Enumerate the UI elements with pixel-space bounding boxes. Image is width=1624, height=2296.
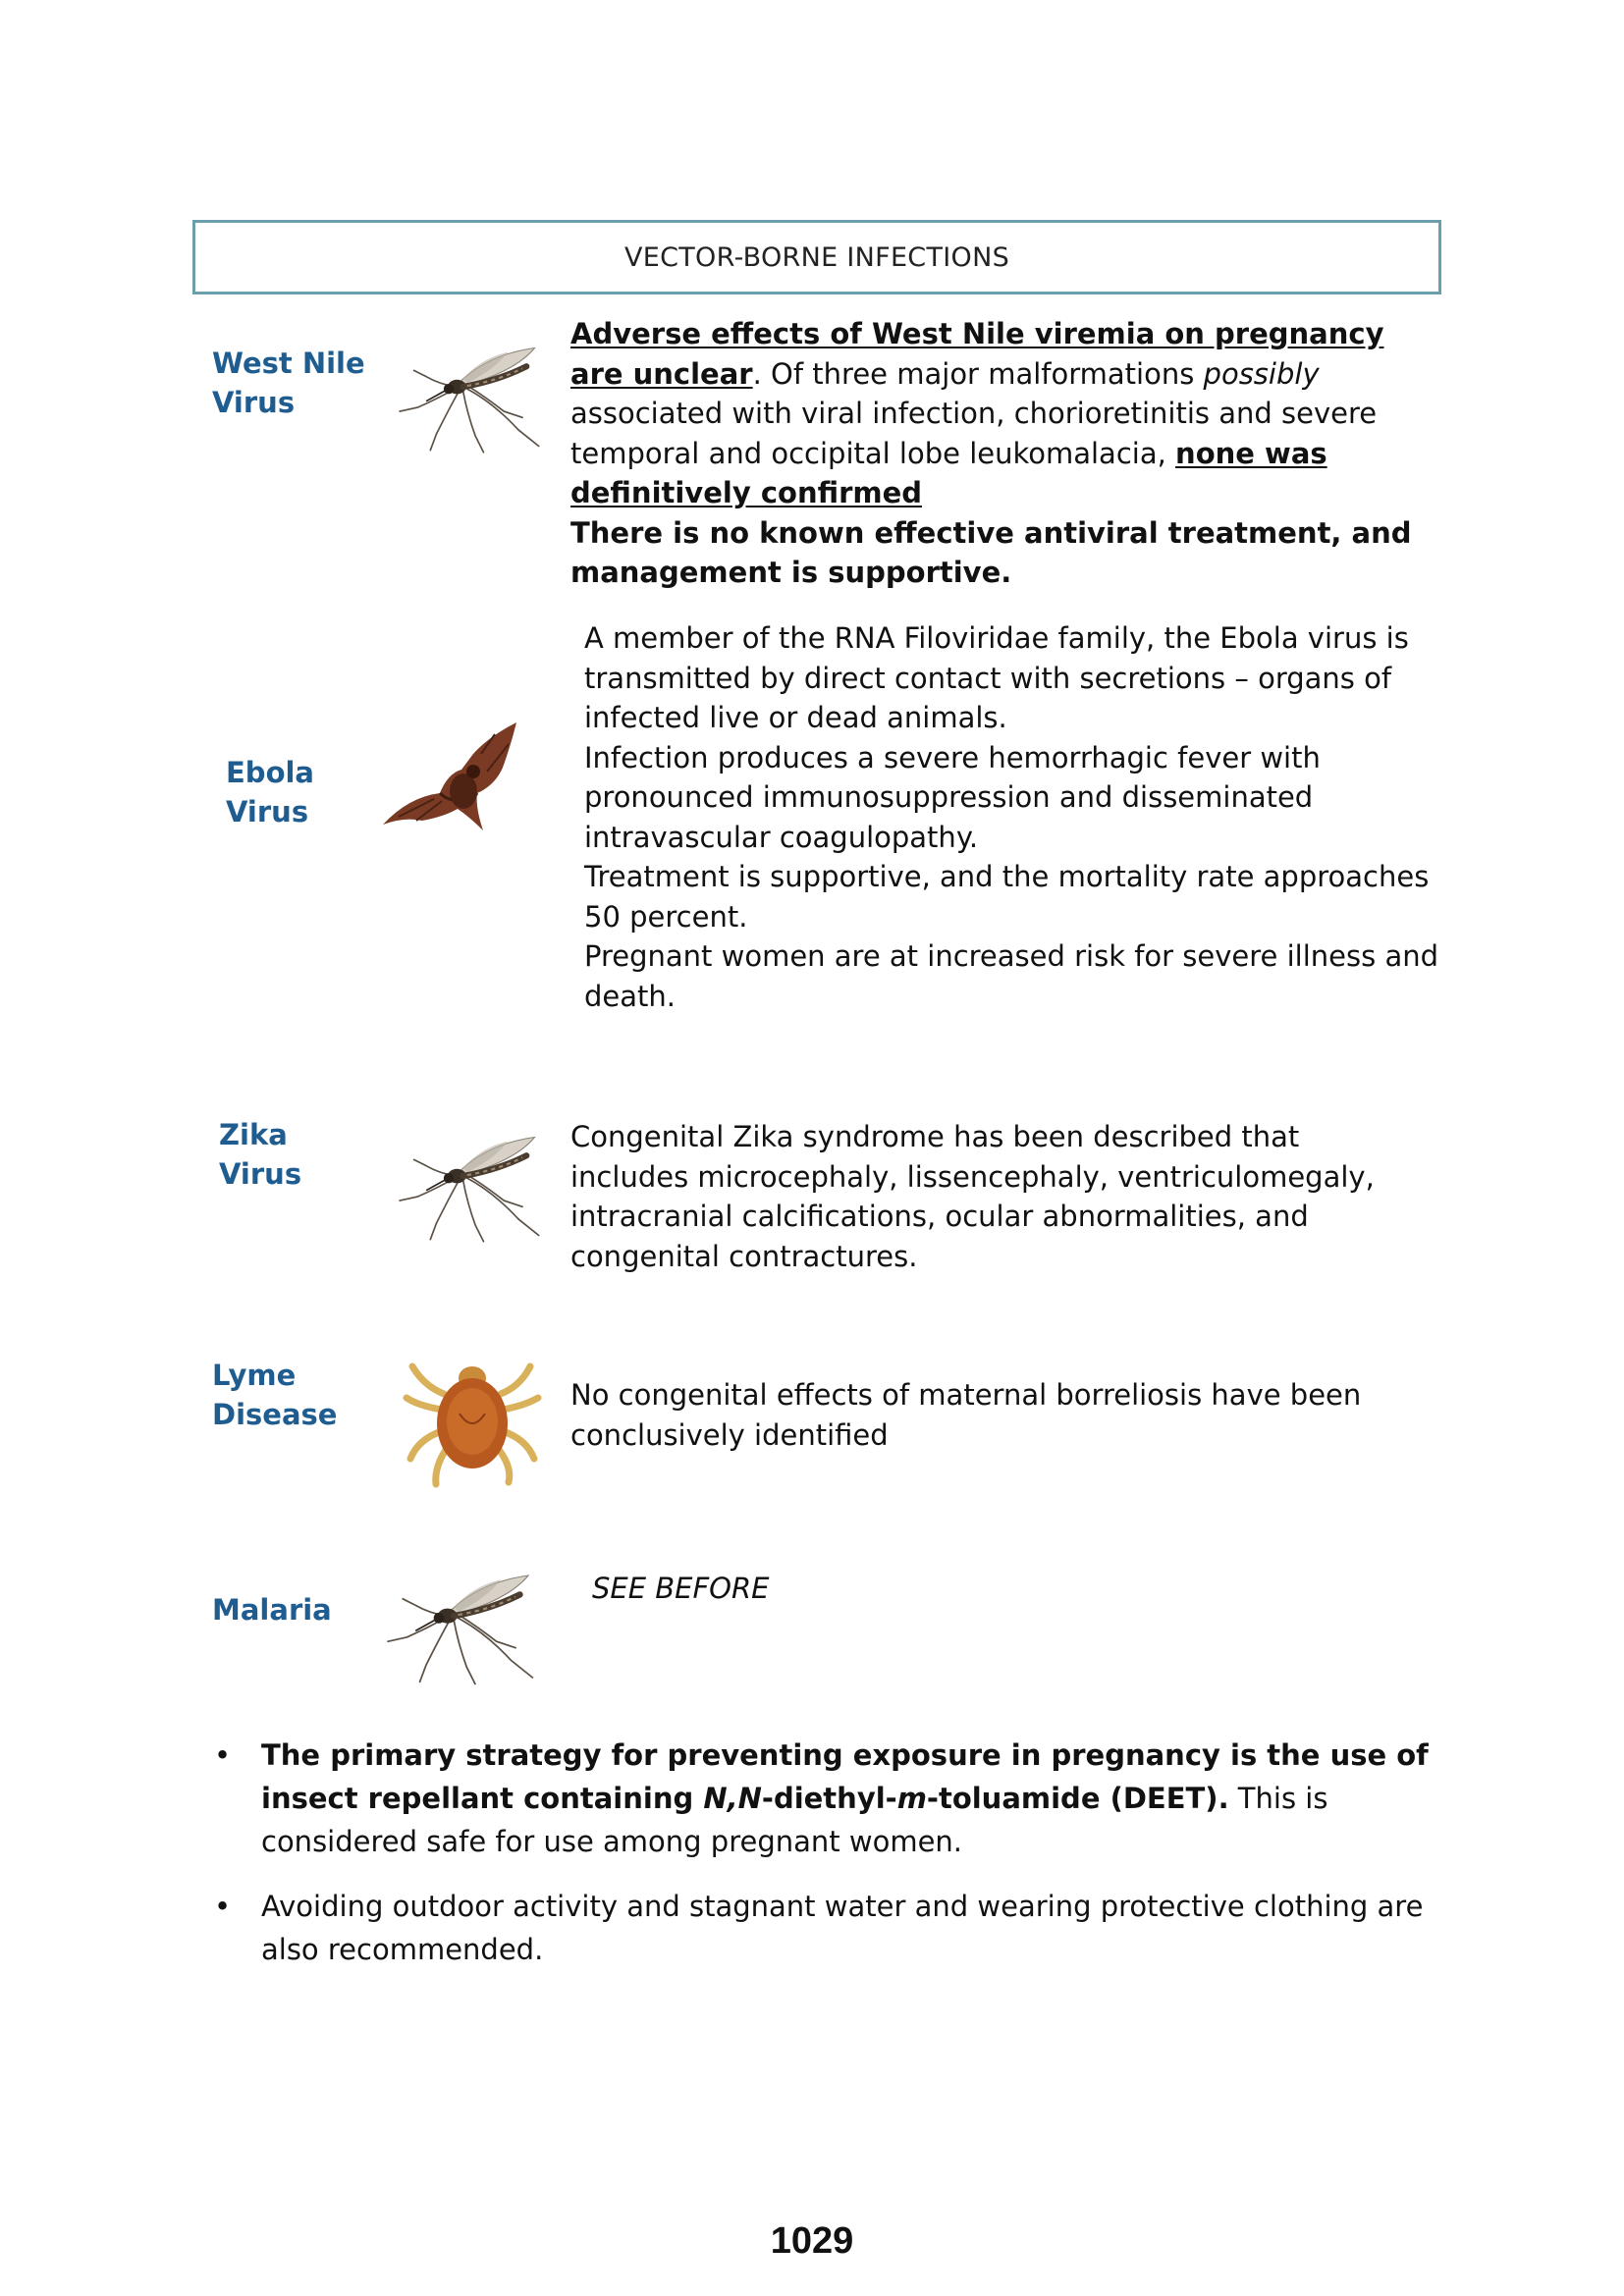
zika-label-line2: Virus	[219, 1157, 302, 1191]
ebola-label-line1: Ebola	[226, 756, 315, 789]
mosquito-icon	[389, 1125, 556, 1248]
bullet-avoid-outdoor-text: Avoiding outdoor activity and stagnant water and wearing protective clothing are also recommended.	[261, 1890, 1424, 1966]
west-nile-text-b: associated with viral infection, chorioretinitis and severe temporal and occipital lobe leukomalacia,	[570, 397, 1378, 470]
west-nile-possibly: possibly	[1203, 356, 1320, 391]
bat-icon	[379, 715, 526, 837]
bullet-deet-m: m	[896, 1782, 927, 1815]
ebola-para-2: Infection produces a severe hemorrhagic fever with pronounced immunosuppression and disseminated intravascular coagulopathy.	[584, 740, 1321, 854]
west-nile-label-line2: Virus	[212, 386, 296, 419]
ebola-para-4: Pregnant women are at increased risk for severe illness and death.	[584, 939, 1438, 1013]
west-nile-treatment: There is no known effective antiviral treatment, and management is supportive.	[570, 515, 1412, 589]
bullet-deet-nn: N,N	[703, 1782, 762, 1815]
bullet-deet	[214, 1734, 1451, 1863]
zika-label	[219, 1115, 301, 1194]
bullet-deet-diethyl: -diethyl-	[761, 1782, 897, 1815]
zika-label-line1: Zika	[219, 1118, 288, 1151]
ebola-para-3: Treatment is supportive, and the mortality rate approaches 50 percent.	[584, 860, 1430, 934]
west-nile-description	[570, 314, 1435, 593]
mosquito-icon	[389, 336, 556, 458]
malaria-see-before: SEE BEFORE	[592, 1572, 770, 1605]
ebola-label-line2: Virus	[226, 795, 309, 828]
west-nile-adverse-effects: Adverse effects of West Nile viremia on pregnancy are unclear	[570, 317, 1384, 391]
west-nile-text-a: . Of three major malformations	[752, 356, 1204, 391]
malaria-label: Malaria	[212, 1593, 332, 1627]
tick-icon	[399, 1345, 546, 1492]
prevention-bullets	[214, 1734, 1451, 1971]
mosquito-icon	[377, 1563, 550, 1690]
bullet-deet-bold: The primary strategy for preventing exposure in pregnancy is the use of insect repellant containing	[261, 1738, 1429, 1815]
ebola-para-1: A member of the RNA Filoviridae family, the Ebola virus is transmitted by direct contact with secretions – organs of infected live or dead animals.	[584, 621, 1409, 734]
west-nile-label	[212, 344, 365, 422]
zika-description: Congenital Zika syndrome has been described that includes microcephaly, lissencephaly, ventriculomegaly, intracranial calcifications, ocular abnormalities, and congenital contractures.	[570, 1120, 1375, 1273]
lyme-label-line1: Lyme	[212, 1359, 297, 1392]
west-nile-none-confirmed: none was definitively confirmed	[570, 436, 1327, 509]
bullet-avoid-outdoor	[214, 1885, 1451, 1971]
lyme-label-line2: Disease	[212, 1398, 338, 1431]
ebola-description	[584, 618, 1438, 1016]
page-title: VECTOR-BORNE INFECTIONS	[192, 220, 1441, 294]
bullet-dot: •	[214, 1738, 232, 1772]
lyme-label	[212, 1356, 337, 1434]
west-nile-label-line1: West Nile	[212, 347, 365, 380]
ebola-label	[226, 753, 314, 831]
bullet-dot: •	[214, 1890, 232, 1923]
bullet-deet-rest: This is considered safe for use among pregnant women.	[261, 1782, 1328, 1858]
bullet-deet-toluamide: -toluamide (DEET).	[926, 1782, 1229, 1815]
lyme-description: No congenital effects of maternal borreliosis have been conclusively identified	[570, 1378, 1362, 1452]
page-number: 1029	[770, 2220, 854, 2262]
